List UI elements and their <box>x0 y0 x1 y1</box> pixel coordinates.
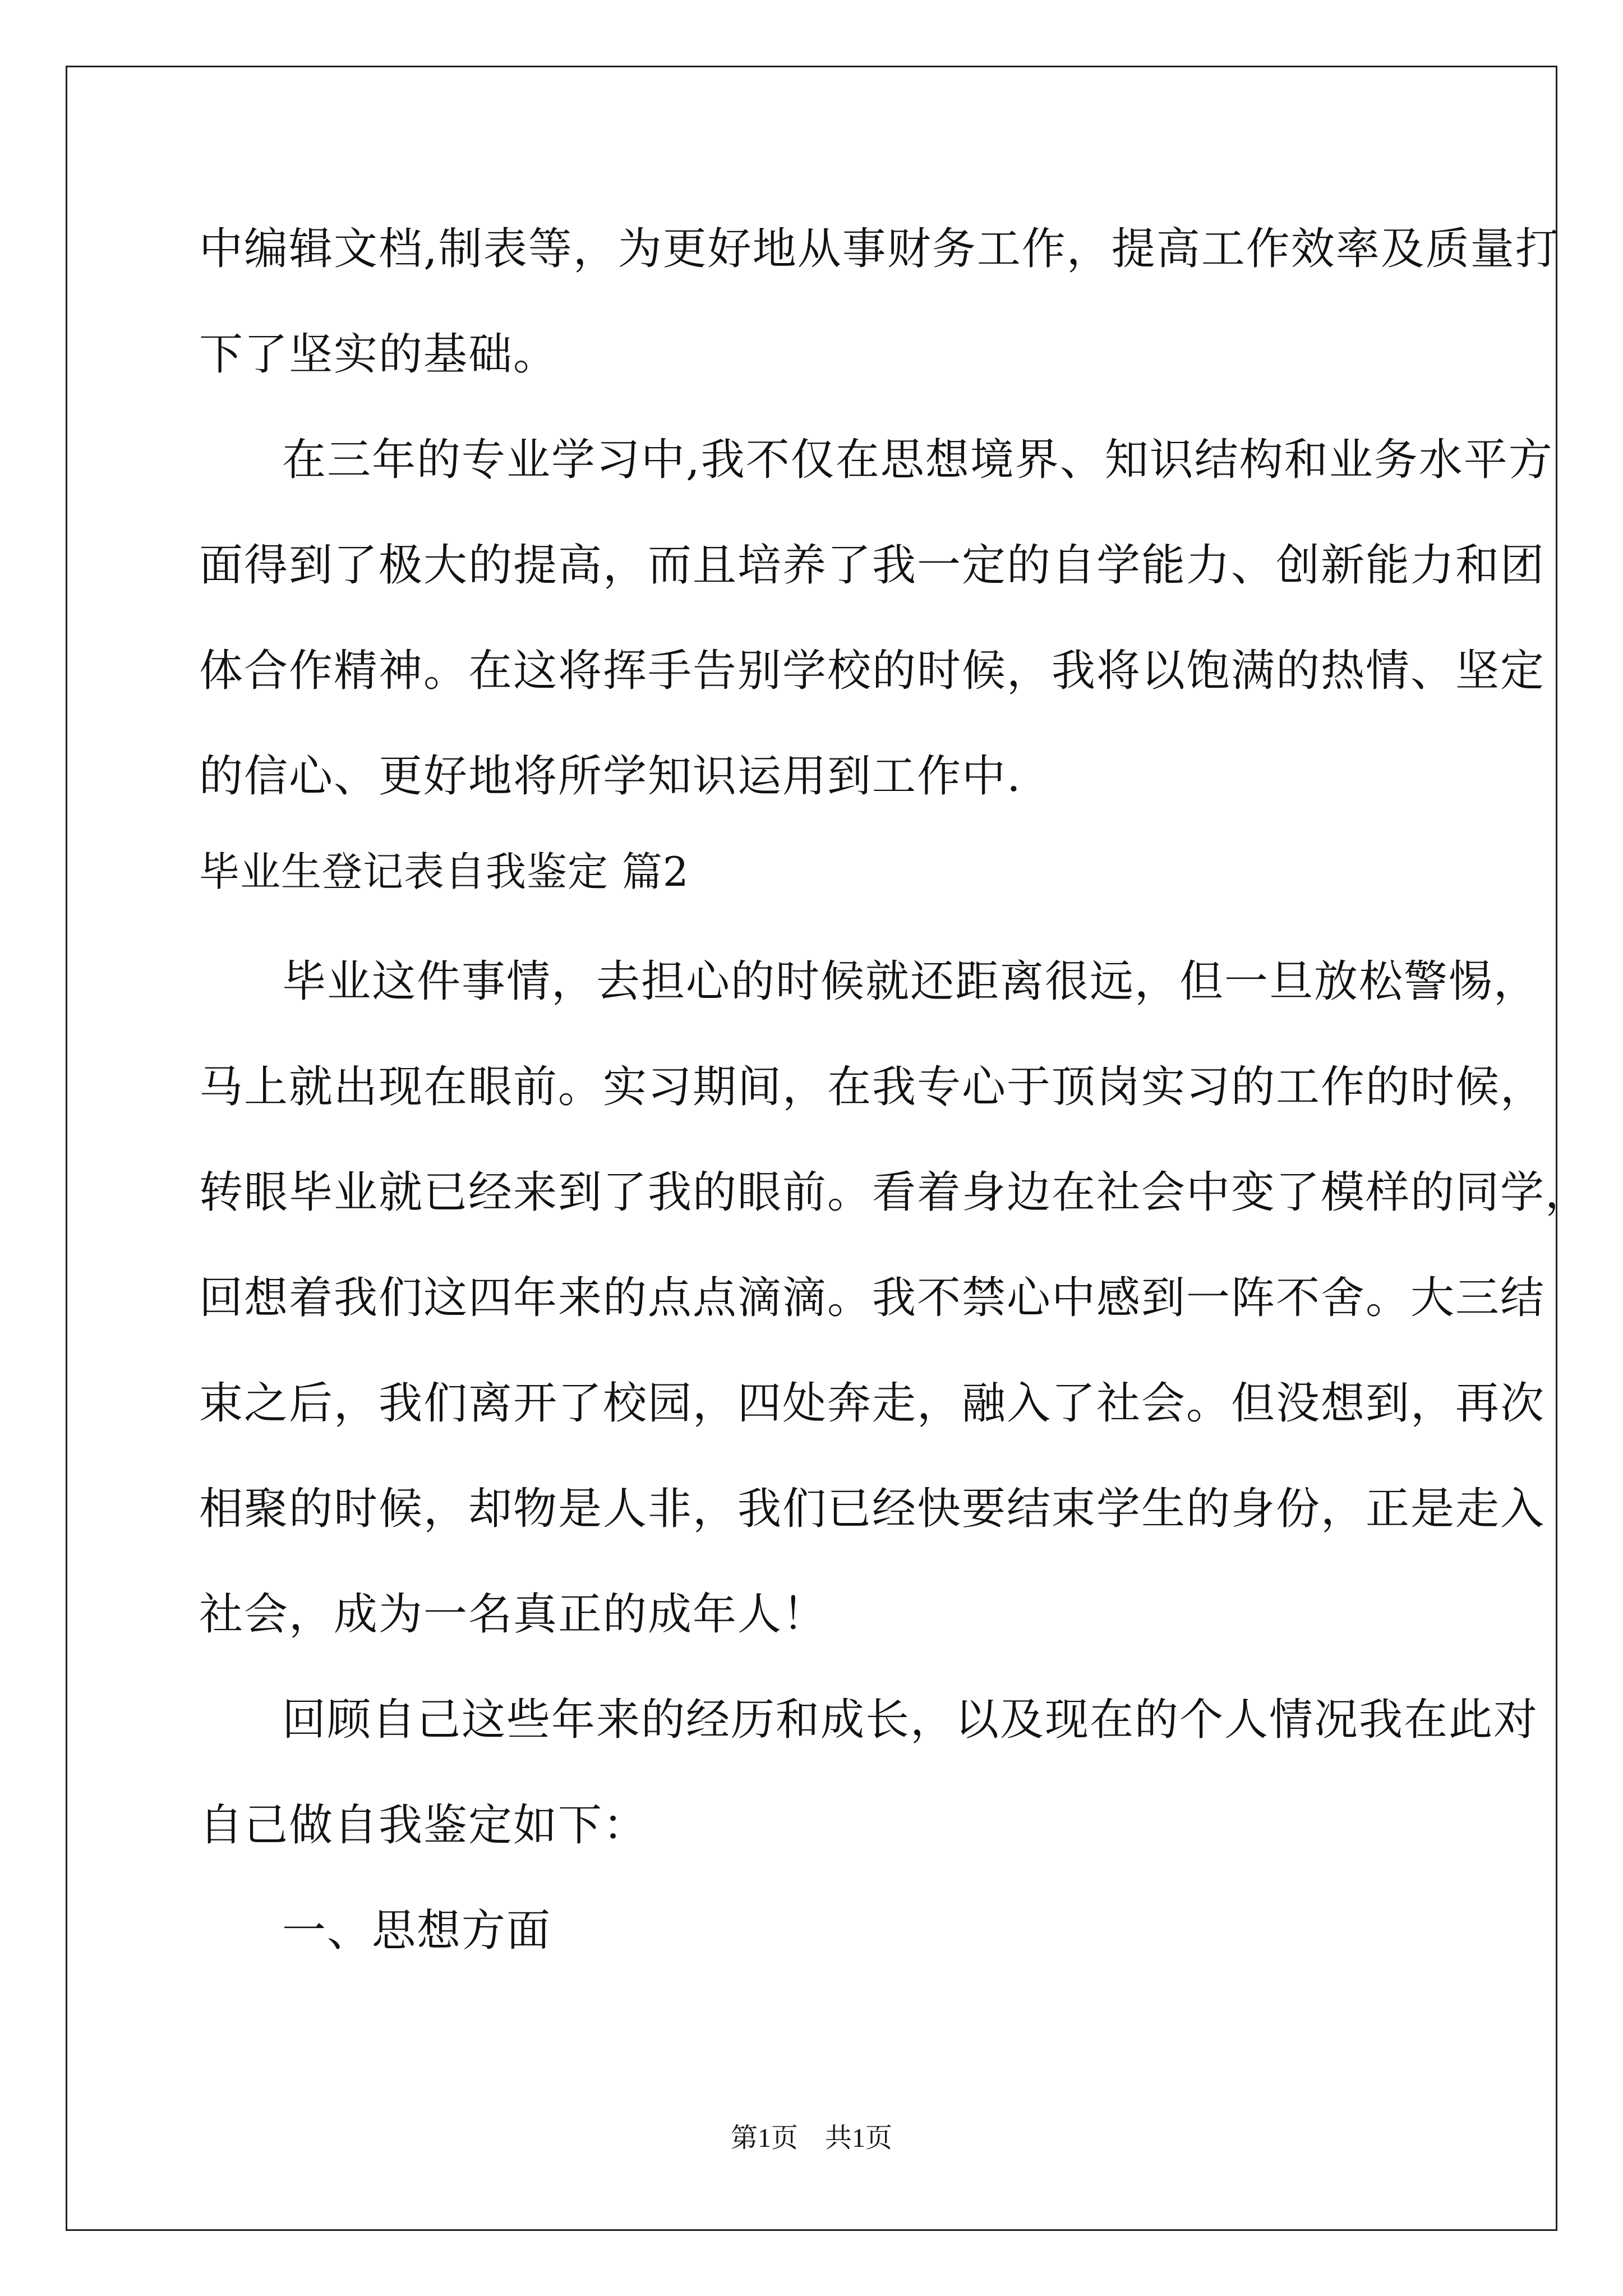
paragraph-4-line-2: 自己做自我鉴定如下： <box>199 1800 648 1851</box>
paragraph-3-line-4: 回想着我们这四年来的点点滴滴。我不禁心中感到一阵不舍。大三结 <box>199 1273 1546 1323</box>
paragraph-3-line-5: 束之后，我们离开了校园，四处奔走，融入了社会。但没想到，再次 <box>199 1378 1546 1429</box>
paragraph-3-line-3: 转眼毕业就已经来到了我的眼前。看着身边在社会中变了模样的同学， <box>199 1167 1590 1218</box>
paragraph-4-line-1: 回顾自己这些年来的经历和成长，以及现在的个人情况我在此对 <box>282 1695 1539 1745</box>
paragraph-2-line-3: 体合作精神。在这将挥手告别学校的时候，我将以饱满的热情、坚定 <box>199 646 1546 696</box>
paragraph-2-line-2: 面得到了极大的提高，而且培养了我一定的自学能力、创新能力和团 <box>199 540 1546 591</box>
paragraph-3-line-1: 毕业这件事情，去担心的时候就还距离很远，但一旦放松警惕， <box>282 956 1539 1007</box>
paragraph-2-line-4: 的信心、更好地将所学知识运用到工作中. <box>199 751 1022 802</box>
page-number-current: 第1页 <box>730 2123 798 2153</box>
paragraph-3-line-2: 马上就出现在眼前。实习期间，在我专心于顶岗实习的工作的时候， <box>199 1062 1546 1112</box>
paragraph-1-line-1: 中编辑文档,制表等，为更好地从事财务工作，提高工作效率及质量打 <box>199 224 1560 274</box>
paragraph-3-line-7: 社会，成为一名真正的成年人！ <box>199 1589 828 1640</box>
subheading: 一、思想方面 <box>282 1906 552 1956</box>
section-heading: 毕业生登记表自我鉴定 篇2 <box>199 848 689 895</box>
page-footer <box>0 2125 1623 2152</box>
paragraph-3-line-6: 相聚的时候，却物是人非，我们已经快要结束学生的身份，正是走入 <box>199 1484 1546 1534</box>
paragraph-2-line-1: 在三年的专业学习中,我不仅在思想境界、知识结构和业务水平方 <box>282 435 1553 485</box>
paragraph-1-line-2: 下了坚实的基础。 <box>199 329 559 380</box>
page-number-total: 共1页 <box>825 2123 893 2153</box>
